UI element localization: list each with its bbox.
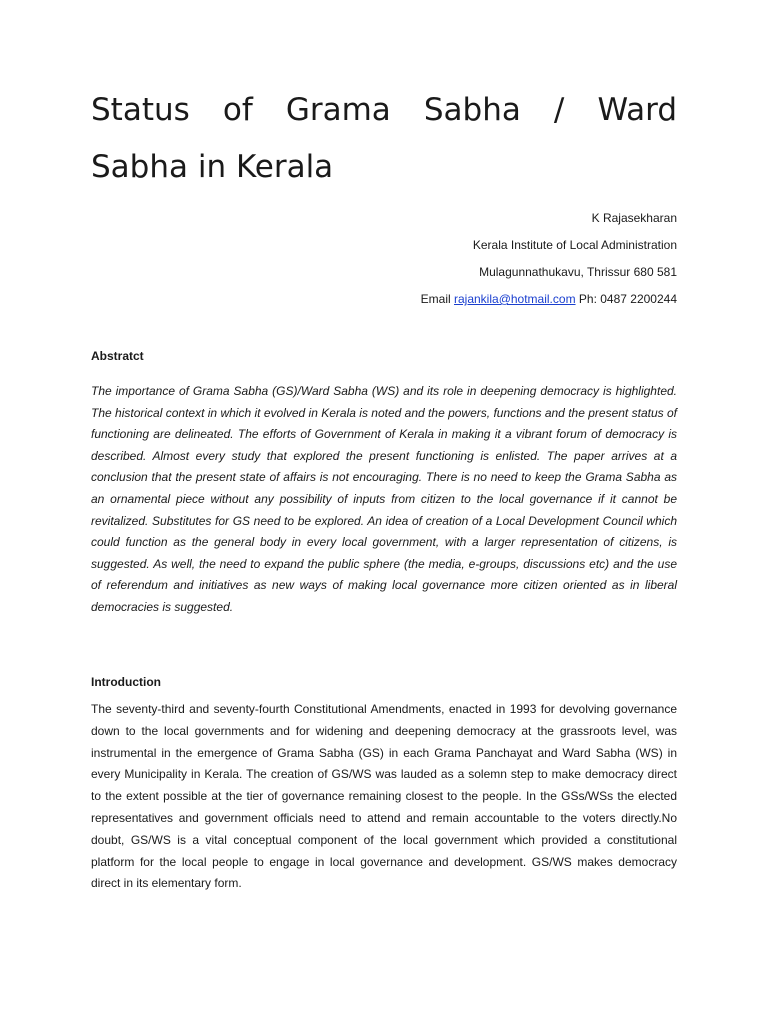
abstract-heading: Abstratct: [91, 349, 144, 363]
introduction-heading: Introduction: [91, 675, 161, 689]
introduction-paragraph: The seventy-third and seventy-fourth Constitutional Amendments, enacted in 1993 for devolving governance down to the local governments and for widening and deepening democracy at the grassroots level, was instrumental in the emergence of Grama Sabha (GS) in each Grama Panchayat and Ward Sabha (WS) in every Municipality in Kerala. The creation of GS/WS was lauded as a solemn step to make democracy direct to the extent possible at the tier of governance remaining closest to the people. In the GSs/WSs the elected representatives and government officials need to attend and remain accountable to the voters directly.No doubt, GS/WS is a vital conceptual component of the local government which provided a constitutional platform for the local people to engage in local governance and development. GS/WS makes democracy direct in its elementary form.: [91, 702, 677, 891]
author-institution: Kerala Institute of Local Administration: [472, 238, 677, 252]
email-link[interactable]: rajankila@hotmail.com: [454, 292, 576, 306]
author-block: [91, 205, 677, 313]
abstract-paragraph: The importance of Grama Sabha (GS)/Ward Sabha (WS) and its role in deepening democracy is highlighted. The historical context in which it evolved in Kerala is noted and the powers, functions and the present status of functioning are delineated. The efforts of Government of Kerala in making it a vibrant forum of democracy is described. Almost every study that explored the present functioning is enlisted. The paper arrives at a conclusion that the present state of affairs is not encouraging. There is no need to keep the Grama Sabha as an ornamental piece without any possibility of inputs from citizen to the local governance if it cannot be revitalized. Substitutes for GS need to be explored. An idea of creation of a Local Development Council which could function as the general body in every local government, with a larger representation of citizens, is suggested. As well, the need to expand the public sphere (the media, e-groups, discussions etc) and the use of referendum and initiatives as new ways of making local governance more citizen oriented as in liberal democracies is suggested.: [91, 384, 677, 614]
email-label: Email: [420, 292, 451, 306]
author-contact: [91, 286, 677, 313]
title-line-2: Sabha in Kerala: [91, 149, 334, 185]
title-line-1: Status of Grama Sabha / Ward: [91, 92, 677, 128]
author-name: K Rajasekharan: [591, 211, 677, 225]
author-address: Mulagunnathukavu, Thrissur 680 581: [479, 265, 677, 279]
document-title: [91, 82, 677, 196]
phone-number: Ph: 0487 2200244: [578, 292, 677, 306]
